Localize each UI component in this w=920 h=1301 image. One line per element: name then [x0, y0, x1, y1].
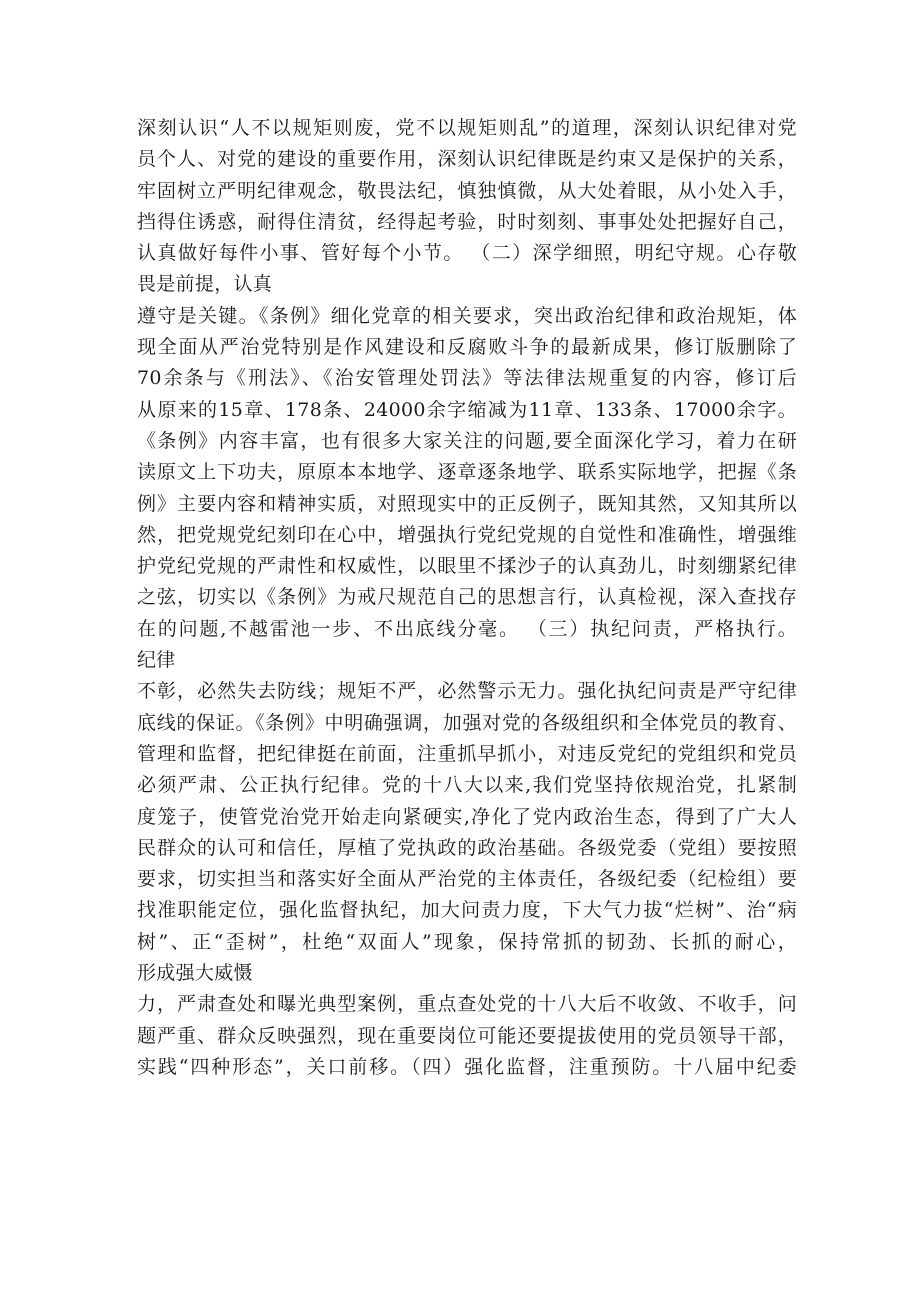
- text-line: 要求，切实担当和落实好全面从严治党的主体责任，各级纪委（纪检组）要: [137, 868, 797, 891]
- text-line: 深刻认识“人不以规矩则废，党不以规矩则乱”的道理，深刻认识纪律对党: [137, 117, 797, 139]
- text-line: 读原文上下功夫，原原本本地学、逐章逐条地学、联系实际地学，把握《条: [137, 461, 797, 484]
- text-line: 民群众的认可和信任，厚植了党执政的政治基础。各级党委（党组）要按照: [137, 836, 797, 859]
- text-line: 度笼子，使管党治党开始走向紧硬实,净化了党内政治生态，得到了广大人: [137, 805, 797, 828]
- text-line: 纪律: [137, 649, 176, 672]
- text-line: 挡得住诱惑，耐得住清贫，经得起考验，时时刻刻、事事处处把握好自己，: [137, 210, 797, 233]
- text-line: 从原来的15章、178条、24000余字缩减为11章、133条、17000余字。: [137, 398, 797, 421]
- text-line: 员个人、对党的建设的重要作用，深刻认识纪律既是约束又是保护的关系，: [137, 148, 797, 171]
- text-line: 之弦，切实以《条例》为戒尺规范自己的思想言行，认真检视，深入查找存: [137, 586, 797, 609]
- text-line: 认真做好每件小事、管好每个小节。 （二）深学细照，明纪守规。心存敬: [137, 242, 797, 265]
- text-line: 例》主要内容和精神实质，对照现实中的正反例子，既知其然，又知其所以: [137, 492, 797, 515]
- text-line: 牢固树立严明纪律观念，敬畏法纪，慎独慎微，从大处着眼，从小处入手，: [137, 179, 797, 202]
- text-line: 现全面从严治党特别是作风建设和反腐败斗争的最新成果，修订版删除了: [137, 336, 797, 359]
- text-line: 找准职能定位，强化监督执纪，加大问责力度，下大气力拔“烂树”、治“病: [137, 899, 797, 922]
- text-line: 畏是前提，认真: [137, 273, 273, 296]
- text-line: 形成强大威慑: [137, 962, 253, 985]
- text-line: 管理和监督，把纪律挺在前面，注重抓早抓小，对违反党纪的党组织和党员: [137, 742, 797, 765]
- text-line: 不彰，必然失去防线；规矩不严，必然警示无力。强化执纪问责是严守纪律: [137, 680, 797, 703]
- text-line: 题严重、群众反映强烈，现在重要岗位可能还要提拔使用的党员领导干部，: [137, 1024, 797, 1047]
- text-line: 实践“四种形态”，关口前移。（四）强化监督，注重预防。十八届中纪委: [137, 1055, 797, 1078]
- text-line: 树”、正“歪树”，杜绝“双面人”现象，保持常抓的韧劲、长抓的耐心，: [137, 930, 797, 953]
- text-line: 在的问题,不越雷池一步、不出底线分毫。 （三）执纪问责，严格执行。: [137, 617, 797, 640]
- text-line: 底线的保证。《条例》中明确强调，加强对党的各级组织和全体党员的教育、: [137, 711, 797, 734]
- text-line: 必须严肃、公正执行纪律。党的十八大以来,我们党坚持依规治党，扎紧制: [137, 774, 797, 797]
- text-line: 遵守是关键。《条例》细化党章的相关要求，突出政治纪律和政治规矩，体: [137, 304, 797, 327]
- text-line: 护党纪党规的严肃性和权威性，以眼里不揉沙子的认真劲儿，时刻绷紧纪律: [137, 555, 797, 578]
- text-line: 70余条与《刑法》、《治安管理处罚法》等法律法规重复的内容，修订后: [137, 367, 797, 390]
- document-body: [137, 113, 797, 1083]
- text-line: 力，严肃查处和曝光典型案例，重点查处党的十八大后不收敛、不收手，问: [137, 993, 797, 1016]
- text-line: 《条例》内容丰富，也有很多大家关注的问题,要全面深化学习，着力在研: [137, 429, 797, 452]
- text-line: 然，把党规党纪刻印在心中，增强执行党纪党规的自觉性和准确性，增强维: [137, 523, 797, 546]
